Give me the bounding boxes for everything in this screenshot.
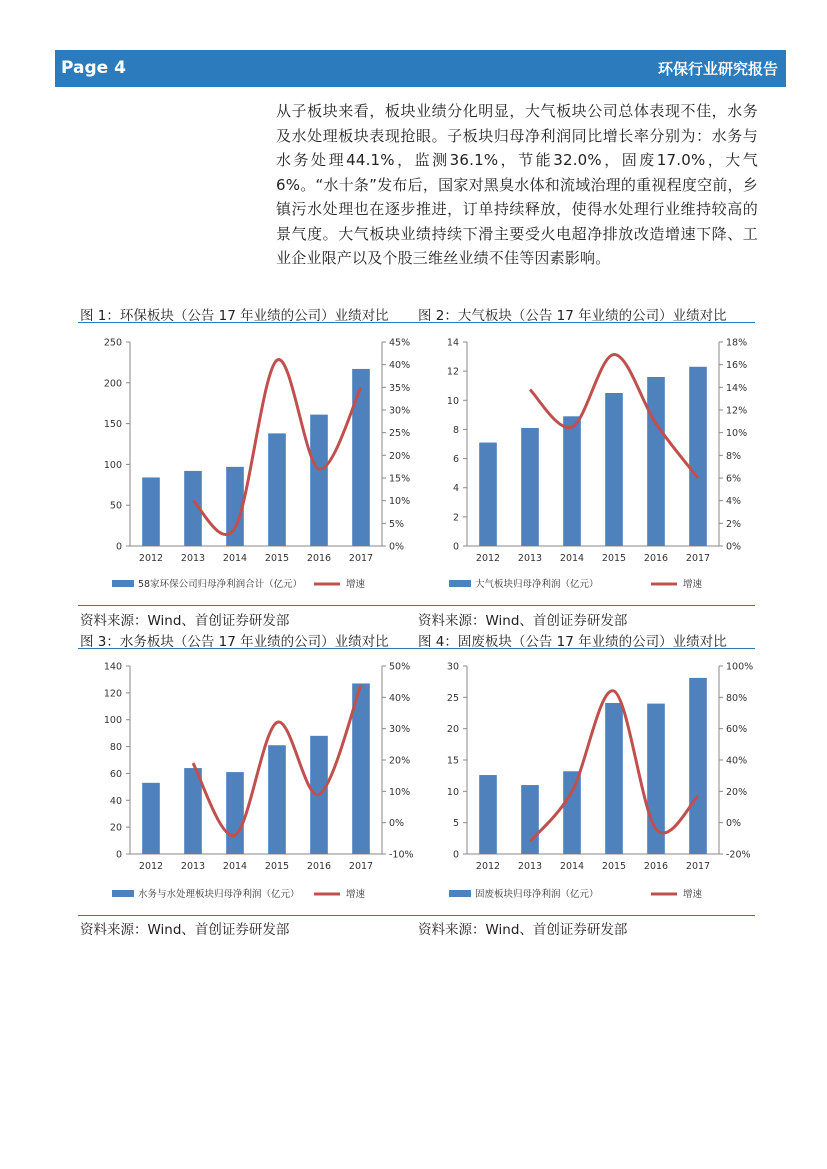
figure-4-caption: 图 4：固废板块（公告 17 年业绩的公司）业绩对比 [418, 634, 727, 650]
x-tick-label: 2016 [306, 861, 332, 872]
legend-bar-label: 固废板块归母净利润（亿元） [475, 889, 599, 900]
left-tick-label: 10 [446, 395, 459, 407]
right-tick-label: 0% [726, 818, 742, 830]
right-tick-label: 20% [389, 755, 411, 767]
left-tick-label: 30 [446, 661, 459, 673]
chart-3 [78, 652, 418, 910]
right-tick-label: 0% [389, 818, 405, 830]
left-tick-label: 15 [446, 755, 459, 767]
right-tick-label: 40% [389, 360, 411, 372]
x-tick-label: 2016 [643, 553, 669, 564]
right-tick-label: -10% [389, 849, 414, 861]
legend-line-label: 增速 [346, 579, 366, 590]
x-tick-label: 2013 [517, 553, 543, 564]
figure-2-source: 资料来源：Wind、首创证券研发部 [418, 613, 628, 629]
chart-2 [415, 326, 755, 600]
left-tick-label: 80 [109, 742, 122, 754]
right-tick-label: 10% [726, 428, 748, 440]
right-tick-label: 30% [389, 724, 411, 736]
bar [268, 433, 286, 546]
figure-1-caption: 图 1：环保板块（公告 17 年业绩的公司）业绩对比 [80, 308, 389, 324]
x-tick-label: 2014 [559, 861, 585, 872]
legend-bar-label: 水务与水处理板块归母净利润（亿元） [138, 889, 300, 900]
left-tick-label: 20 [109, 822, 122, 834]
left-tick-label: 50 [109, 500, 122, 512]
legend [449, 578, 703, 590]
right-tick-label: 30% [389, 405, 411, 417]
x-tick-label: 2016 [306, 553, 332, 564]
right-tick-label: 4% [726, 496, 742, 508]
left-tick-label: 100 [103, 459, 122, 471]
right-tick-label: 2% [726, 518, 742, 530]
right-tick-label: 12% [726, 405, 748, 417]
right-tick-label: 40% [389, 692, 411, 704]
x-tick-label: 2012 [475, 861, 501, 872]
x-tick-label: 2015 [264, 553, 290, 564]
left-tick-label: 20 [446, 724, 459, 736]
right-tick-label: 0% [389, 541, 405, 553]
bar [689, 367, 707, 546]
left-tick-label: 10 [446, 786, 459, 798]
legend-bar-swatch [112, 890, 134, 897]
x-tick-label: 2017 [348, 553, 374, 564]
figure-bottom-rule-2 [78, 915, 755, 916]
bar [310, 415, 328, 546]
legend [112, 578, 366, 590]
figure-2-caption: 图 2：大气板块（公告 17 年业绩的公司）业绩对比 [418, 308, 727, 324]
left-tick-label: 200 [103, 378, 122, 390]
x-tick-label: 2015 [601, 861, 627, 872]
x-tick-label: 2017 [685, 553, 711, 564]
figure-3-source: 资料来源：Wind、首创证券研发部 [80, 922, 290, 938]
bar [605, 393, 623, 546]
bar [268, 745, 286, 854]
plot-area [104, 662, 414, 873]
x-tick-label: 2013 [180, 861, 206, 872]
right-tick-label: 10% [389, 496, 411, 508]
left-tick-label: 250 [103, 337, 122, 349]
x-tick-label: 2015 [264, 861, 290, 872]
left-tick-label: 14 [446, 337, 459, 349]
left-tick-label: 4 [452, 483, 459, 495]
bar [521, 785, 539, 854]
plot-area [447, 662, 753, 873]
x-tick-label: 2017 [685, 861, 711, 872]
bar [226, 772, 244, 854]
left-tick-label: 120 [103, 688, 122, 700]
left-tick-label: 6 [452, 454, 459, 466]
right-tick-label: 40% [726, 755, 748, 767]
left-tick-label: 150 [103, 419, 122, 431]
x-tick-label: 2015 [601, 553, 627, 564]
report-title: 环保行业研究报告 [657, 60, 778, 78]
bar [142, 783, 160, 854]
chart-4 [415, 652, 755, 910]
right-tick-label: 14% [726, 382, 748, 394]
figure-4-source: 资料来源：Wind、首创证券研发部 [418, 922, 628, 938]
figure-1-source: 资料来源：Wind、首创证券研发部 [80, 613, 290, 629]
bar [142, 477, 160, 546]
plot-area [447, 338, 747, 565]
right-tick-label: 10% [389, 786, 411, 798]
bar [563, 771, 581, 854]
x-tick-label: 2016 [643, 861, 669, 872]
bar [521, 428, 539, 546]
x-tick-label: 2014 [222, 553, 248, 564]
legend-bar-swatch [449, 890, 471, 897]
left-tick-label: 0 [452, 849, 459, 861]
page-number: Page 4 [61, 58, 126, 78]
right-tick-label: 100% [726, 661, 754, 673]
legend-bar-label: 58家环保公司归母净利润合计（亿元） [138, 579, 303, 590]
legend-line-label: 增速 [683, 579, 703, 590]
bar [563, 416, 581, 546]
legend-bar-swatch [112, 580, 134, 587]
bar [647, 377, 665, 546]
page-header [55, 50, 786, 87]
left-tick-label: 25 [446, 692, 459, 704]
bar [479, 443, 497, 546]
right-tick-label: 45% [389, 337, 411, 349]
right-tick-label: 60% [726, 724, 748, 736]
right-tick-label: 35% [389, 382, 411, 394]
x-tick-label: 2013 [517, 861, 543, 872]
right-tick-label: 25% [389, 428, 411, 440]
x-tick-label: 2014 [559, 553, 585, 564]
right-tick-label: 16% [726, 360, 748, 372]
legend [112, 888, 366, 900]
left-tick-label: 2 [452, 512, 459, 524]
plot-area [104, 338, 410, 565]
x-tick-label: 2013 [180, 553, 206, 564]
x-tick-label: 2014 [222, 861, 248, 872]
right-tick-label: 18% [726, 337, 748, 349]
left-tick-label: 8 [452, 424, 459, 436]
legend-bar-label: 大气板块归母净利润（亿元） [475, 579, 599, 590]
x-tick-label: 2012 [138, 861, 164, 872]
left-tick-label: 0 [115, 849, 122, 861]
legend-bar-swatch [449, 580, 471, 587]
right-tick-label: 8% [726, 450, 742, 462]
left-tick-label: 12 [446, 366, 459, 378]
bar [479, 775, 497, 854]
right-tick-label: 20% [726, 786, 748, 798]
left-tick-label: 60 [109, 768, 122, 780]
left-tick-label: 0 [115, 541, 122, 553]
bar [689, 678, 707, 854]
x-tick-label: 2017 [348, 861, 374, 872]
right-tick-label: 15% [389, 473, 411, 485]
left-tick-label: 40 [109, 795, 122, 807]
figure-3-caption: 图 3：水务板块（公告 17 年业绩的公司）业绩对比 [80, 634, 389, 650]
chart-1 [78, 326, 418, 600]
right-tick-label: 5% [389, 518, 405, 530]
bar [352, 369, 370, 546]
legend-line-label: 增速 [346, 889, 366, 900]
left-tick-label: 140 [103, 661, 122, 673]
legend-line-label: 增速 [683, 889, 703, 900]
right-tick-label: 80% [726, 692, 748, 704]
right-tick-label: 0% [726, 541, 742, 553]
left-tick-label: 0 [452, 541, 459, 553]
right-tick-label: 50% [389, 661, 411, 673]
x-tick-label: 2012 [138, 553, 164, 564]
x-tick-label: 2012 [475, 553, 501, 564]
right-tick-label: 6% [726, 473, 742, 485]
left-tick-label: 5 [452, 818, 459, 830]
right-tick-label: 20% [389, 450, 411, 462]
right-tick-label: -20% [726, 849, 751, 861]
left-tick-label: 100 [103, 715, 122, 727]
legend [449, 888, 703, 900]
bar [605, 703, 623, 854]
body-paragraph: 从子板块来看，板块业绩分化明显，大气板块公司总体表现不佳，水务及水处理板块表现抢眼。子板块归母净利润同比增长率分别为：水务与水务处理44.1%，监测36.1%，节能32.0%，固废17.0%，大气6%。“水十条”发布后，国家对黑臭水体和流域治理的重视程度空前，乡镇污水处理也在逐步推进，订单持续释放，使得水处理行业维持较高的景气度。大气板块业绩持续下滑主要受火电超净排放改造增速下降、工业企业限产以及个股三维丝业绩不佳等因素影响。 [276, 102, 758, 267]
figure-bottom-rule-1 [78, 605, 755, 606]
